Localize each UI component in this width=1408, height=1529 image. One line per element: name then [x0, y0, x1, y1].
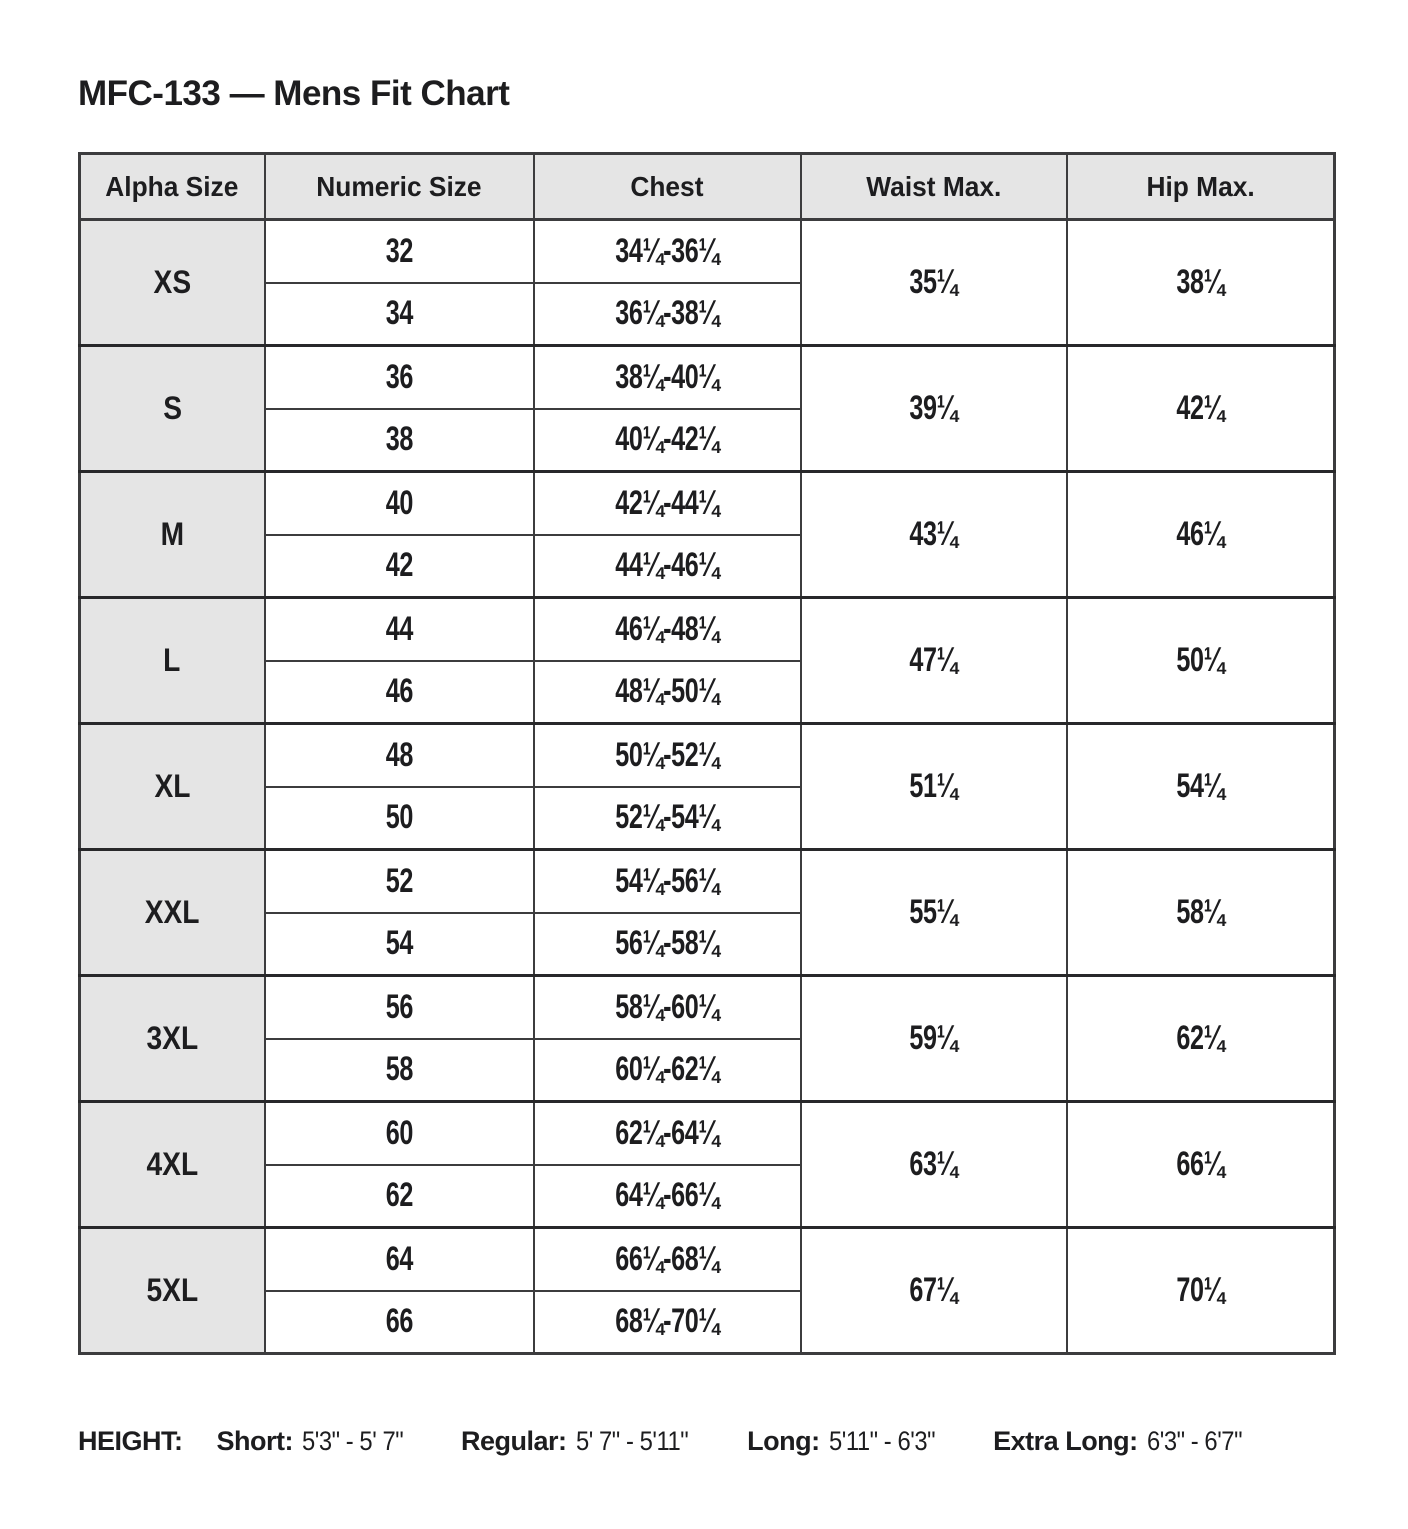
waist-max-cell-value: 47¼: [909, 641, 958, 679]
numeric-size-cell-value: 62: [385, 1176, 413, 1215]
column-header-label: Chest: [630, 170, 704, 202]
table-row: [80, 220, 1335, 283]
chest-cell-value: 44¼-46¼: [615, 546, 719, 585]
hip-max-cell-value: 46¼: [1176, 515, 1225, 553]
alpha-size-cell-value: 3XL: [146, 1020, 199, 1056]
chest-cell-value: 48¼-50¼: [615, 672, 719, 711]
chest-cell: [534, 409, 801, 472]
hip-max-cell-value: 50¼: [1176, 641, 1225, 679]
alpha-size-cell: [80, 976, 265, 1102]
chest-cell: [534, 283, 801, 346]
column-header: [1067, 154, 1335, 220]
alpha-size-cell-value: XXL: [144, 894, 200, 930]
chest-cell: [534, 535, 801, 598]
numeric-size-cell: [265, 1291, 534, 1354]
segment-label: Regular:: [461, 1426, 567, 1456]
waist-max-cell: [801, 598, 1067, 724]
waist-max-cell-value: 67¼: [909, 1271, 958, 1309]
hip-max-cell-value: 54¼: [1176, 767, 1225, 805]
segment-value: 5'11" - 6'3": [828, 1426, 935, 1456]
hip-max-cell-value: 66¼: [1176, 1145, 1225, 1183]
waist-max-cell-value: 59¼: [909, 1019, 958, 1057]
numeric-size-cell: [265, 472, 534, 535]
numeric-size-cell: [265, 1228, 534, 1291]
waist-max-cell-value: 39¼: [909, 389, 958, 427]
alpha-size-cell: [80, 1228, 265, 1354]
numeric-size-cell: [265, 1165, 534, 1228]
table-row: [80, 598, 1335, 661]
hip-max-cell: [1067, 472, 1335, 598]
alpha-size-cell: [80, 850, 265, 976]
numeric-size-cell-value: 66: [385, 1302, 413, 1341]
hip-max-cell: [1067, 346, 1335, 472]
numeric-size-cell-value: 52: [385, 861, 413, 900]
alpha-size-cell-value: XS: [153, 264, 192, 300]
table-row: [80, 472, 1335, 535]
numeric-size-cell-value: 40: [385, 483, 413, 522]
chest-cell-value: 38¼-40¼: [615, 357, 719, 396]
alpha-size-cell-value: L: [163, 642, 181, 678]
waist-max-cell-value: 43¼: [909, 515, 958, 553]
table-row: [80, 346, 1335, 409]
numeric-size-cell-value: 50: [385, 798, 413, 837]
hip-max-cell: [1067, 976, 1335, 1102]
chest-cell-value: 56¼-58¼: [615, 924, 719, 963]
waist-max-cell: [801, 346, 1067, 472]
page-title: MFC-133 — Mens Fit Chart: [78, 74, 510, 113]
height-segment: [461, 1426, 703, 1457]
segment-value: 5'3" - 5' 7": [301, 1426, 404, 1456]
chest-cell-value: 62¼-64¼: [615, 1113, 719, 1152]
table-row: [80, 1228, 1335, 1291]
hip-max-cell-value: 58¼: [1176, 893, 1225, 931]
numeric-size-cell-value: 64: [385, 1239, 413, 1278]
chest-cell: [534, 1291, 801, 1354]
numeric-size-cell: [265, 787, 534, 850]
chest-cell: [534, 976, 801, 1039]
alpha-size-cell: [80, 220, 265, 346]
numeric-size-cell-value: 54: [385, 924, 413, 963]
waist-max-cell: [801, 472, 1067, 598]
numeric-size-cell: [265, 976, 534, 1039]
hip-max-cell: [1067, 598, 1335, 724]
chest-cell-value: 52¼-54¼: [615, 798, 719, 837]
hip-max-cell: [1067, 850, 1335, 976]
numeric-size-cell: [265, 1102, 534, 1165]
chest-cell: [534, 1228, 801, 1291]
column-header: [801, 154, 1067, 220]
chest-cell-value: 36¼-38¼: [615, 294, 719, 333]
hip-max-cell-value: 62¼: [1176, 1019, 1225, 1057]
column-header: [80, 154, 265, 220]
alpha-size-cell-value: M: [160, 516, 184, 552]
numeric-size-cell-value: 46: [385, 672, 413, 711]
table-row: [80, 976, 1335, 1039]
hip-max-cell: [1067, 220, 1335, 346]
hip-max-cell-value: 70¼: [1176, 1271, 1225, 1309]
chest-cell-value: 50¼-52¼: [615, 735, 719, 774]
chest-cell-value: 68¼-70¼: [615, 1302, 719, 1341]
chest-cell: [534, 661, 801, 724]
header-row: [80, 154, 1335, 220]
fit-chart-table: [78, 152, 1336, 1355]
numeric-size-cell: [265, 409, 534, 472]
chest-cell: [534, 850, 801, 913]
alpha-size-cell: [80, 346, 265, 472]
chest-cell: [534, 346, 801, 409]
height-note: [78, 1426, 1255, 1457]
numeric-size-cell: [265, 1039, 534, 1102]
column-header-label: Numeric Size: [316, 170, 482, 202]
chest-cell-value: 46¼-48¼: [615, 609, 719, 648]
segment-label: Short:: [216, 1426, 293, 1456]
chest-cell-value: 66¼-68¼: [615, 1239, 719, 1278]
alpha-size-cell: [80, 472, 265, 598]
numeric-size-cell: [265, 535, 534, 598]
height-segment: [217, 1426, 418, 1457]
numeric-size-cell-value: 42: [385, 546, 413, 585]
waist-max-cell-value: 63¼: [909, 1145, 958, 1183]
hip-max-cell: [1067, 1102, 1335, 1228]
waist-max-cell: [801, 1228, 1067, 1354]
segment-value: 6'3" - 6'7": [1146, 1426, 1242, 1456]
waist-max-cell-value: 55¼: [909, 893, 958, 931]
waist-max-cell: [801, 976, 1067, 1102]
numeric-size-cell-value: 44: [385, 609, 413, 648]
numeric-size-cell: [265, 913, 534, 976]
chest-cell: [534, 598, 801, 661]
numeric-size-cell-value: 58: [385, 1050, 413, 1089]
table-row: [80, 724, 1335, 787]
chest-cell: [534, 220, 801, 283]
waist-max-cell: [801, 724, 1067, 850]
chest-cell: [534, 787, 801, 850]
segment-label: Extra Long:: [993, 1426, 1138, 1456]
height-segment: [747, 1426, 949, 1457]
numeric-size-cell: [265, 850, 534, 913]
chest-cell: [534, 1165, 801, 1228]
height-segment: [993, 1426, 1255, 1457]
column-header-label: Hip Max.: [1146, 170, 1255, 202]
column-header: [534, 154, 801, 220]
numeric-size-cell-value: 60: [385, 1113, 413, 1152]
table-row: [80, 1102, 1335, 1165]
alpha-size-cell: [80, 1102, 265, 1228]
numeric-size-cell: [265, 661, 534, 724]
alpha-size-cell: [80, 724, 265, 850]
chest-cell-value: 40¼-42¼: [615, 420, 719, 459]
waist-max-cell-value: 51¼: [909, 767, 958, 805]
numeric-size-cell-value: 38: [385, 420, 413, 459]
chest-cell-value: 64¼-66¼: [615, 1176, 719, 1215]
chest-cell: [534, 724, 801, 787]
chest-cell: [534, 1102, 801, 1165]
numeric-size-cell: [265, 283, 534, 346]
segment-label: Long:: [747, 1426, 820, 1456]
hip-max-cell-value: 42¼: [1176, 389, 1225, 427]
chest-cell-value: 34¼-36¼: [615, 231, 719, 270]
height-label: HEIGHT:: [78, 1426, 183, 1456]
numeric-size-cell: [265, 598, 534, 661]
hip-max-cell: [1067, 724, 1335, 850]
numeric-size-cell-value: 48: [385, 735, 413, 774]
alpha-size-cell-value: XL: [154, 768, 191, 804]
numeric-size-cell: [265, 346, 534, 409]
alpha-size-cell-value: 5XL: [146, 1272, 199, 1308]
waist-max-cell: [801, 850, 1067, 976]
table-row: [80, 850, 1335, 913]
chest-cell-value: 54¼-56¼: [615, 861, 719, 900]
column-header-label: Alpha Size: [105, 170, 239, 202]
numeric-size-cell-value: 32: [385, 231, 413, 270]
chest-cell: [534, 1039, 801, 1102]
chest-cell-value: 58¼-60¼: [615, 987, 719, 1026]
waist-max-cell: [801, 220, 1067, 346]
segment-value: 5' 7" - 5'11": [575, 1426, 688, 1456]
column-header: [265, 154, 534, 220]
numeric-size-cell: [265, 724, 534, 787]
numeric-size-cell-value: 36: [385, 357, 413, 396]
hip-max-cell-value: 38¼: [1176, 263, 1225, 301]
chest-cell-value: 60¼-62¼: [615, 1050, 719, 1089]
waist-max-cell: [801, 1102, 1067, 1228]
alpha-size-cell-value: S: [162, 390, 182, 426]
chest-cell: [534, 472, 801, 535]
hip-max-cell: [1067, 1228, 1335, 1354]
chest-cell-value: 42¼-44¼: [615, 483, 719, 522]
alpha-size-cell: [80, 598, 265, 724]
column-header-label: Waist Max.: [865, 170, 1002, 202]
waist-max-cell-value: 35¼: [909, 263, 958, 301]
numeric-size-cell-value: 56: [385, 987, 413, 1026]
numeric-size-cell-value: 34: [385, 294, 413, 333]
alpha-size-cell-value: 4XL: [146, 1146, 199, 1182]
numeric-size-cell: [265, 220, 534, 283]
chest-cell: [534, 913, 801, 976]
